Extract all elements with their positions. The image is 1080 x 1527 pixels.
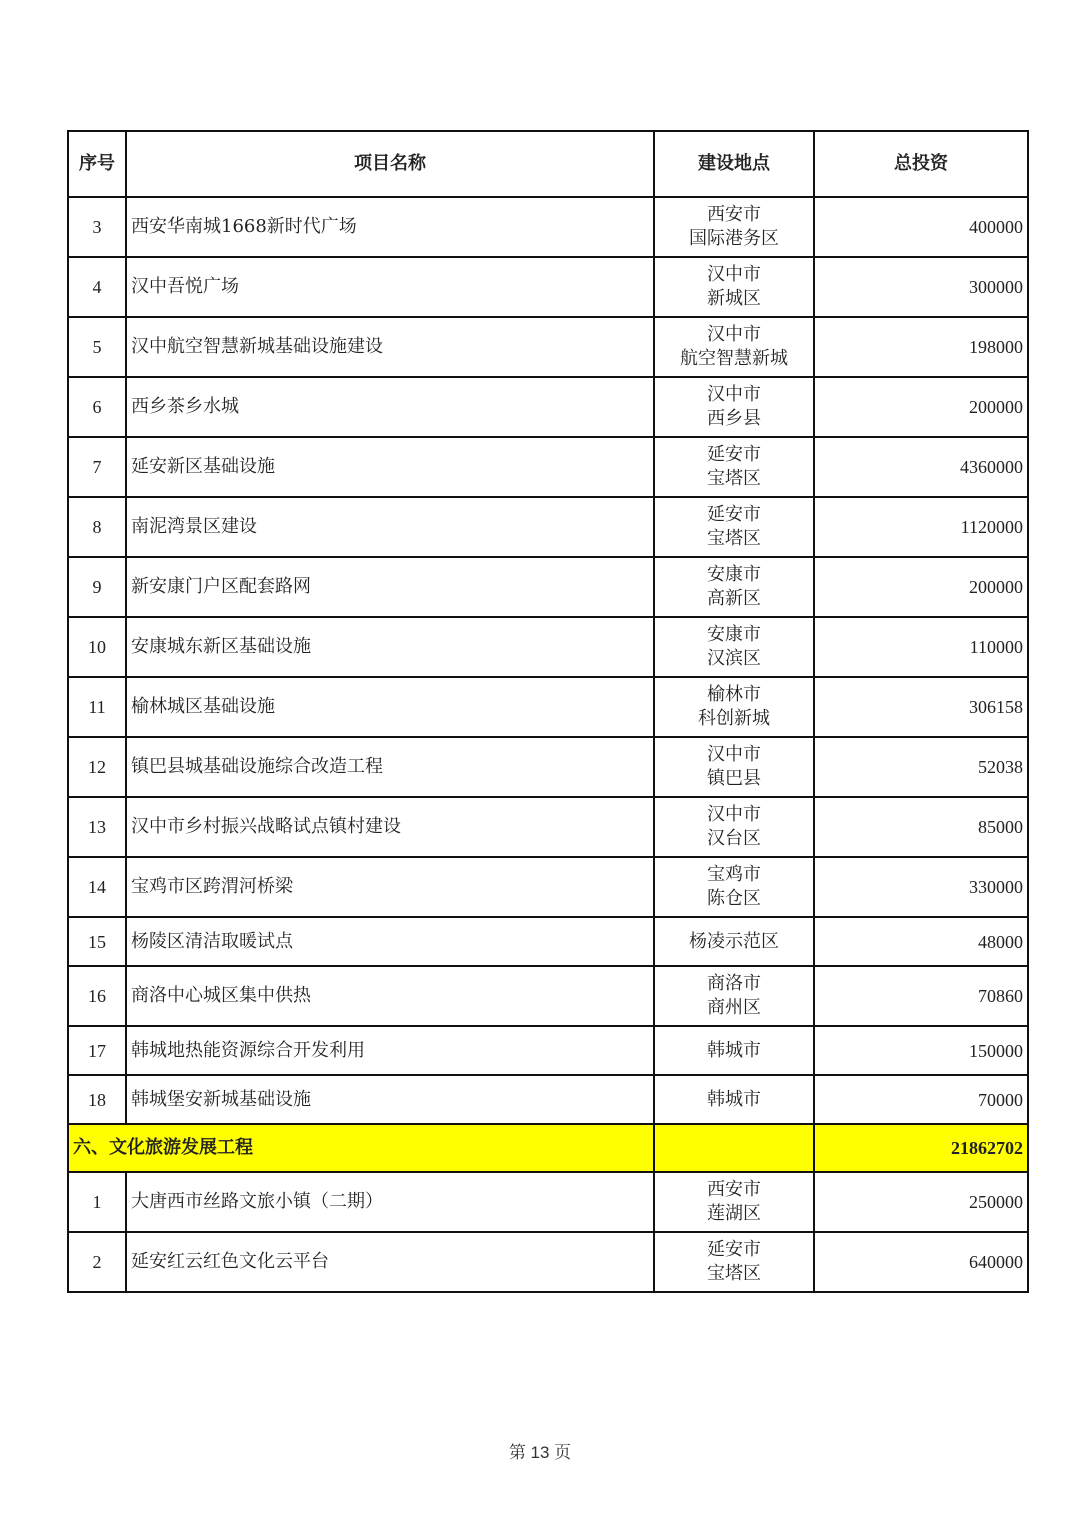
row-project-name: 延安红云红色文化云平台 [126, 1232, 654, 1292]
table-row [68, 1172, 1028, 1232]
table-row [68, 797, 1028, 857]
location-city: 汉中市 [707, 744, 761, 765]
location-city: 韩城市 [707, 1088, 761, 1110]
row-location [654, 377, 814, 437]
table-row [68, 1075, 1028, 1124]
row-location [654, 1172, 814, 1232]
row-total-investment: 48000 [814, 917, 1028, 966]
table-row [68, 317, 1028, 377]
project-table [67, 130, 1029, 1293]
location-city: 宝鸡市 [707, 864, 761, 885]
row-total-investment: 400000 [814, 197, 1028, 257]
row-seq: 16 [68, 966, 126, 1026]
location-district: 汉滨区 [707, 648, 761, 669]
row-total-investment: 250000 [814, 1172, 1028, 1232]
row-location [654, 557, 814, 617]
row-location [654, 1026, 814, 1075]
row-total-investment: 4360000 [814, 437, 1028, 497]
location-city: 西安市 [707, 1179, 761, 1200]
location-city: 延安市 [707, 444, 761, 465]
header-project-name: 项目名称 [126, 131, 654, 197]
location-district: 汉台区 [707, 828, 761, 849]
row-seq: 1 [68, 1172, 126, 1232]
row-total-investment: 85000 [814, 797, 1028, 857]
row-total-investment: 52038 [814, 737, 1028, 797]
location-city: 安康市 [707, 564, 761, 585]
location-district: 科创新城 [698, 708, 770, 729]
row-project-name: 韩城堡安新城基础设施 [126, 1075, 654, 1124]
location-district: 莲湖区 [707, 1203, 761, 1224]
location-city: 汉中市 [707, 324, 761, 345]
row-project-name: 延安新区基础设施 [126, 437, 654, 497]
location-district: 商州区 [707, 997, 761, 1018]
location-district: 宝塔区 [707, 528, 761, 549]
table-row [68, 857, 1028, 917]
row-seq: 7 [68, 437, 126, 497]
location-city: 汉中市 [707, 384, 761, 405]
location-city: 杨凌示范区 [689, 930, 779, 952]
table-row [68, 917, 1028, 966]
row-project-name: 商洛中心城区集中供热 [126, 966, 654, 1026]
row-project-name: 新安康门户区配套路网 [126, 557, 654, 617]
location-district: 镇巴县 [707, 768, 761, 789]
table-row [68, 677, 1028, 737]
row-total-investment: 70860 [814, 966, 1028, 1026]
section-location [654, 1124, 814, 1172]
row-project-name: 汉中航空智慧新城基础设施建设 [126, 317, 654, 377]
row-total-investment: 200000 [814, 557, 1028, 617]
location-district: 高新区 [707, 588, 761, 609]
row-total-investment: 198000 [814, 317, 1028, 377]
row-location [654, 737, 814, 797]
row-seq: 3 [68, 197, 126, 257]
table-row [68, 377, 1028, 437]
location-city: 汉中市 [707, 264, 761, 285]
row-project-name: 镇巴县城基础设施综合改造工程 [126, 737, 654, 797]
row-total-investment: 70000 [814, 1075, 1028, 1124]
row-seq: 15 [68, 917, 126, 966]
row-project-name: 汉中市乡村振兴战略试点镇村建设 [126, 797, 654, 857]
location-city: 榆林市 [707, 684, 761, 705]
header-location: 建设地点 [654, 131, 814, 197]
table-row [68, 1026, 1028, 1075]
location-city: 韩城市 [707, 1039, 761, 1061]
table-row [68, 617, 1028, 677]
row-total-investment: 330000 [814, 857, 1028, 917]
row-project-name: 汉中吾悦广场 [126, 257, 654, 317]
row-location [654, 497, 814, 557]
row-seq: 9 [68, 557, 126, 617]
table-row [68, 1232, 1028, 1292]
location-district: 西乡县 [707, 408, 761, 429]
table-row [68, 437, 1028, 497]
row-location [654, 677, 814, 737]
page-number: 第 13 页 [508, 1443, 572, 1462]
location-district: 新城区 [707, 288, 761, 309]
row-seq: 14 [68, 857, 126, 917]
row-seq: 17 [68, 1026, 126, 1075]
row-project-name: 杨陵区清洁取暖试点 [126, 917, 654, 966]
row-project-name: 宝鸡市区跨渭河桥梁 [126, 857, 654, 917]
row-seq: 4 [68, 257, 126, 317]
row-seq: 10 [68, 617, 126, 677]
table-row [68, 497, 1028, 557]
section-total-investment: 21862702 [814, 1124, 1028, 1172]
location-district: 国际港务区 [689, 228, 779, 249]
section-title: 六、文化旅游发展工程 [68, 1124, 654, 1172]
row-location [654, 317, 814, 377]
row-total-investment: 306158 [814, 677, 1028, 737]
row-project-name: 西乡茶乡水城 [126, 377, 654, 437]
location-city: 西安市 [707, 204, 761, 225]
row-project-name: 西安华南城1668新时代广场 [126, 197, 654, 257]
table-row [68, 966, 1028, 1026]
row-location [654, 617, 814, 677]
location-district: 宝塔区 [707, 468, 761, 489]
location-district: 陈仓区 [707, 888, 761, 909]
row-project-name: 韩城地热能资源综合开发利用 [126, 1026, 654, 1075]
row-location [654, 437, 814, 497]
header-seq: 序号 [68, 131, 126, 197]
row-seq: 8 [68, 497, 126, 557]
row-project-name: 大唐西市丝路文旅小镇（二期） [126, 1172, 654, 1232]
row-location [654, 1232, 814, 1292]
table-row [68, 557, 1028, 617]
row-project-name: 南泥湾景区建设 [126, 497, 654, 557]
row-project-name: 榆林城区基础设施 [126, 677, 654, 737]
row-total-investment: 1120000 [814, 497, 1028, 557]
row-seq: 6 [68, 377, 126, 437]
location-city: 延安市 [707, 1239, 761, 1260]
location-city: 安康市 [707, 624, 761, 645]
row-location [654, 966, 814, 1026]
row-location [654, 797, 814, 857]
row-total-investment: 200000 [814, 377, 1028, 437]
row-seq: 2 [68, 1232, 126, 1292]
row-total-investment: 150000 [814, 1026, 1028, 1075]
location-district: 宝塔区 [707, 1263, 761, 1284]
location-city: 延安市 [707, 504, 761, 525]
header-total-investment: 总投资 [814, 131, 1028, 197]
location-district: 航空智慧新城 [680, 348, 788, 369]
location-city: 商洛市 [707, 973, 761, 994]
row-total-investment: 300000 [814, 257, 1028, 317]
table-row [68, 737, 1028, 797]
row-total-investment: 110000 [814, 617, 1028, 677]
row-location [654, 257, 814, 317]
table-header-row [68, 131, 1028, 197]
row-seq: 11 [68, 677, 126, 737]
row-location [654, 857, 814, 917]
row-location [654, 1075, 814, 1124]
location-city: 汉中市 [707, 804, 761, 825]
row-seq: 12 [68, 737, 126, 797]
row-seq: 18 [68, 1075, 126, 1124]
row-seq: 5 [68, 317, 126, 377]
table-row [68, 257, 1028, 317]
section-row-culture-tourism [68, 1124, 1028, 1172]
row-project-name: 安康城东新区基础设施 [126, 617, 654, 677]
row-total-investment: 640000 [814, 1232, 1028, 1292]
row-location [654, 917, 814, 966]
row-location [654, 197, 814, 257]
row-seq: 13 [68, 797, 126, 857]
table-row [68, 197, 1028, 257]
